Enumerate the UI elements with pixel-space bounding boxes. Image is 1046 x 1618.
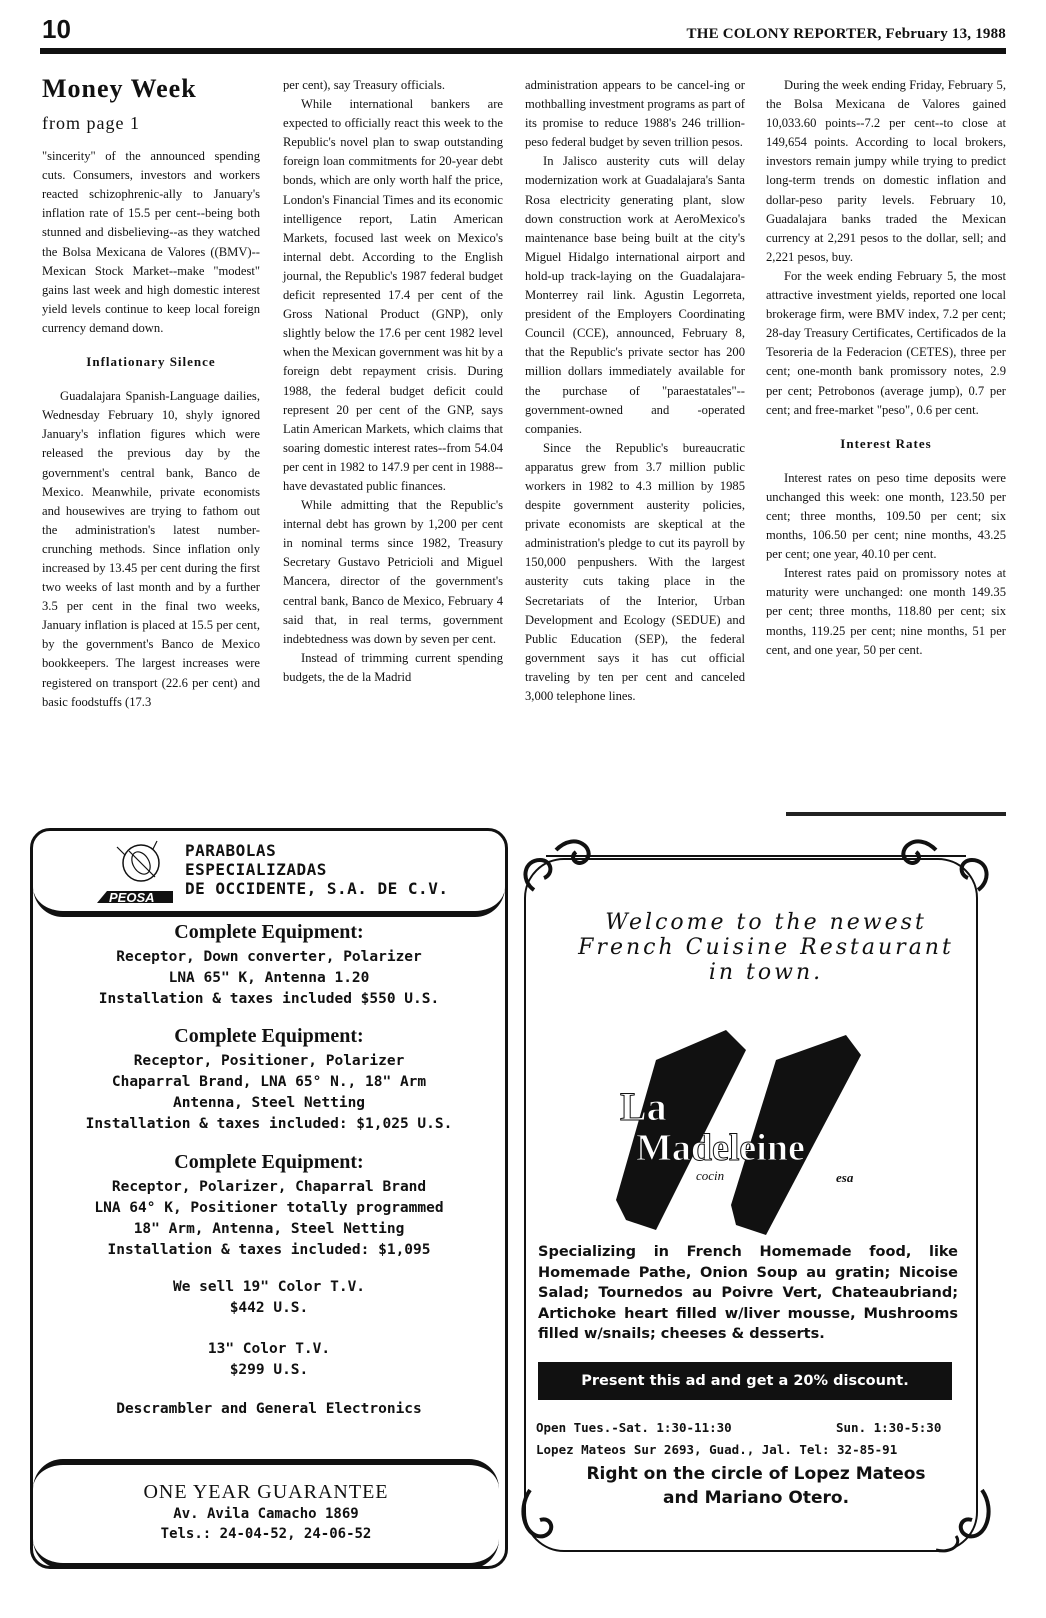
package-title: Complete Equipment: (174, 1151, 364, 1173)
location-line: and Mariano Otero. (662, 1488, 850, 1508)
welcome-script (556, 910, 976, 985)
ad-header-band (33, 831, 505, 917)
paragraph: During the week ending Friday, February 5, the Bolsa Mexicana de Valores gained 10,033.60 points--7.2 per cent--to close at 149,654 points. According to local brokers, investors remain jumpy while trying to predict long-term trends on domestic inflation and dollar-peso parity levels. February 10, Guadalajara banks traded the Mexican currency at 2,291 pesos to the dollar, sell; and 2,221 pesos, buy. (766, 78, 1006, 264)
company-name-line: ESPECIALIZADAS (185, 860, 327, 879)
paragraph: per cent), say Treasury officials. (283, 78, 446, 92)
column-end-rule (786, 812, 1006, 816)
paragraph: While international bankers are expected to officially react this week to the Republic's novel plan to swap outstanding foreign loan commitments for 20-year debt bonds, which are only worth half the price, London's Financial Times and its economic intelligence report, Latin American Markets, focused last week on Mexico's internal debt. According to the English journal, the Republic's 1987 federal budget deficit represented 17.4 per cent of the Gross National Product (GNP), only slightly below the 17.6 per cent 1982 level when the Mexican government was hit by a foreign debt repayment crisis. During 1988, the federal budget deficit could represent 20 per cent of the GNP, says Latin American Markets, which claims that soaring domestic interest rates--from 54.04 per cent in 1982 to 147.9 per cent in 1988--have devastated public finances. (283, 97, 503, 493)
package-line: Receptor, Positioner, Polarizer (133, 1053, 405, 1069)
package-line: LNA 65" K, Antenna 1.20 (168, 970, 370, 986)
section-heading: Inflationary Silence (86, 354, 216, 370)
equipment-package-2 (33, 1023, 505, 1135)
welcome-line: Welcome to the newest (605, 910, 927, 935)
paragraph: Guadalajara Spanish-Language dailies, Wednesday February 10, shyly ignored January's inflation figures which were released the previous day by the government's central bank, Banco de Mexico. Meanwhile, private economists and housewives are trying to fathom out the administration's latest number-crunching methods. Since inflation only increased by 13.45 per cent during the first two weeks of last month and by a further 3.5 per cent in the final two weeks, January inflation is placed at 15.5 per cent, by the government's Banco de Mexico bookkeepers. The largest increases were registered on transport (22.6 per cent) and basic foodstuffs (17.3 (42, 389, 260, 709)
paragraph: Instead of trimming current spending budgets, the de la Madrid (283, 650, 503, 684)
guarantee-title: ONE YEAR GUARANTEE (143, 1481, 389, 1503)
guarantee-band (33, 1459, 499, 1569)
package-line: LNA 64° K, Positioner totally programmed (94, 1200, 444, 1216)
paragraph: Interest rates on peso time deposits were unchanged this week: one month, 123.50 per cent; three months, 109.50 per cent; six months, 106.50 per cent; nine months, 43.25 per cent; one year, 40.10 per cent. (766, 470, 1006, 562)
welcome-line: French Cuisine Restaurant (578, 935, 954, 960)
paragraph: For the week ending February 5, the most attractive investment yields, reported one local brokerage firm, were BMV index, 7.2 per cent; 28-day Treasury Certificates, Certificados de la Tesoreria de la Federacion (CETES), three per cent; one-month bank promissory notes, 2.9 per cent; Petrobonos (average jump), 0.7 per cent; and free-market "peso", 0.6 per cent. (766, 268, 1006, 417)
tv-offer-price: $442 U.S. (229, 1300, 309, 1316)
paragraph: Since the Republic's bureaucratic apparatus grew from 3.7 million public workers in 1982 to 4.3 million by 1985 despite government austerity policies, private economists are skeptical at the administration's pledge to cut its payroll by 150,000 penpushers. With the largest austerity cuts taking place in the Secretariats of the Interior, Urban Development and Ecology (SEDUE) and Public Education (SEP), the federal government says it has cut official traveling by ten per cent and canceled 3,000 telephone lines. (525, 440, 745, 703)
location-line: Right on the circle of Lopez Mateos (586, 1464, 926, 1484)
paragraph: Interest rates paid on promissory notes at maturity were unchanged: one month 149.35 per cent; three months, 118.80 per cent; six months, 119.25 per cent; nine months, 51 per cent, and one year, 50 per cent. (766, 566, 1006, 657)
store-address: Av. Avila Camacho 1869 (173, 1506, 359, 1522)
logo-text-cocin: cocin (696, 1168, 725, 1183)
menu-description: Specializing in French Homemade food, like Homemade Pathe, Onion Soup au gratin; Nicoise Salad; Tournedos au Poivre Vert, Chateaubriand; Artichoke heart filled w/liver mousse, Mushrooms filled w/snails; cheeses & desserts. (538, 1244, 958, 1342)
article-column-3 (525, 76, 745, 706)
logo-text-esa: esa (836, 1170, 854, 1185)
page-number: 10 (42, 14, 71, 44)
article-column-4 (766, 76, 1006, 660)
store-phones: Tels.: 24-04-52, 24-06-52 (160, 1526, 372, 1542)
package-line: Installation & taxes included $550 U.S. (98, 991, 440, 1007)
satellite-dish-logo-icon (95, 837, 175, 905)
package-line: Receptor, Down converter, Polarizer (116, 949, 422, 965)
tv-19-offer (33, 1277, 505, 1319)
package-line: Installation & taxes included: $1,095 (107, 1242, 431, 1258)
la-madeleine-logo (596, 1020, 876, 1250)
paragraph: administration appears to be cancel-ing or mothballing investment programs as part of its promise to reduce 1988's 246 trillion-peso federal budget by seven trillion pesos. (525, 78, 745, 150)
restaurant-address: Lopez Mateos Sur 2693, Guad., Jal. Tel: 32-85-91 (536, 1442, 898, 1457)
hours-sunday: Sun. 1:30-5:30 (836, 1420, 942, 1435)
peosa-advertisement (30, 828, 508, 1569)
bottom-scroll-ornament (516, 1480, 996, 1560)
paragraph: "sincerity" of the announced spending cuts. Consumers, investors and workers reacted schizophrenic-ally to January's inflation rate of 15.5 per cent--being both stunned and disbelieving--as they watched the Bolsa Mexicana de Valores ((BMV)--Mexican Stock Market--make "modest" gains last week and high domestic interest yield levels continue to keep local foreign currency demand down. (42, 149, 260, 335)
hours-weekday: Open Tues.-Sat. 1:30-11:30 (536, 1420, 732, 1435)
header-rule (40, 48, 1006, 54)
package-line: Receptor, Polarizer, Chaparral Brand (111, 1179, 427, 1195)
article-column-1 (42, 70, 260, 712)
subhead: from page 1 (42, 113, 140, 133)
package-line: Antenna, Steel Netting (172, 1095, 366, 1111)
masthead: THE COLONY REPORTER, February 13, 1988 (686, 26, 1006, 42)
descrambler-text: Descrambler and General Electronics (116, 1401, 422, 1417)
article-column-2 (283, 76, 503, 687)
paragraph: While admitting that the Republic's internal debt has grown by 1,200 per cent in nominal terms since 1982, Treasury Secretary Gustavo Petricioli and Miguel Mancera, director of the government's central bank, Banco de Mexico, February 4 said that, in real terms, government indebtedness was down by seven per cent. (283, 498, 503, 646)
paragraph: In Jalisco austerity cuts will delay modernization work at Guadalajara's Santa Rosa electricity generating plant, slow down construction work at AeroMexico's maintenance base being built at the city's Miguel Hidalgo international airport and hold-up track-laying on the Guadalajara-Monterrey rail link. Agustin Legorreta, president of the Employers Coordinating Council (CCE), announced, February 8, that the Republic's private sector has 200 million dollars immediately available for the purchase of "paraestatales"--government-owned and -operated companies. (525, 154, 745, 436)
package-line: 18" Arm, Antenna, Steel Netting (133, 1221, 405, 1237)
discount-banner: Present this ad and get a 20% discount. (538, 1362, 952, 1400)
company-name (185, 841, 448, 898)
section-heading: Interest Rates (840, 435, 932, 451)
equipment-package-3 (33, 1149, 505, 1261)
company-name-line: DE OCCIDENTE, S.A. DE C.V. (185, 879, 449, 898)
logo-text-la: La (620, 1084, 667, 1129)
package-line: Chaparral Brand, LNA 65° N., 18" Arm (111, 1074, 427, 1090)
tv-offer-price: $299 U.S. (229, 1362, 309, 1378)
peosa-logo-text: PEOSA (109, 890, 155, 905)
tv-offer-line: 13" Color T.V. (207, 1341, 331, 1357)
tv-13-offer (33, 1339, 505, 1381)
tv-offer-line: We sell 19" Color T.V. (172, 1279, 366, 1295)
welcome-line: in town. (708, 960, 824, 985)
package-title: Complete Equipment: (174, 921, 364, 943)
package-line: Installation & taxes included: $1,025 U.S. (85, 1116, 453, 1132)
company-name-line: PARABOLAS (185, 841, 277, 860)
logo-text-madeleine: Madeleine (636, 1127, 805, 1169)
la-madeleine-advertisement (516, 820, 1006, 1560)
package-title: Complete Equipment: (174, 1025, 364, 1047)
descrambler-line (33, 1399, 505, 1420)
headline: Money Week (42, 74, 197, 103)
equipment-package-1 (33, 919, 505, 1010)
